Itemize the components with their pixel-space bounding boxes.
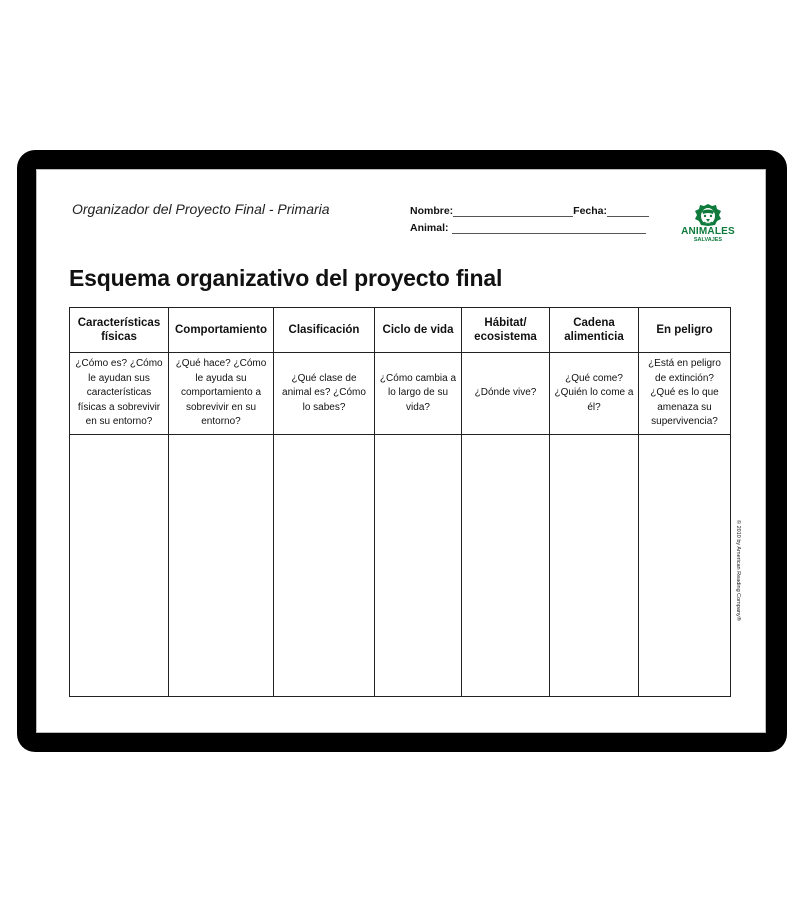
column-header: Clasificación bbox=[274, 308, 375, 353]
answer-cell[interactable] bbox=[375, 435, 462, 697]
column-header: Hábitat/ ecosistema bbox=[462, 308, 550, 353]
student-info-fields bbox=[410, 200, 649, 234]
lion-head-icon bbox=[693, 203, 723, 227]
name-date-row bbox=[410, 200, 649, 217]
answer-row bbox=[70, 435, 731, 697]
guiding-question: ¿Qué hace? ¿Cómo le ayuda su comportamiento a sobrevivir en su entorno? bbox=[169, 353, 274, 435]
column-header: Cadena alimenticia bbox=[550, 308, 639, 353]
column-header: Ciclo de vida bbox=[375, 308, 462, 353]
animal-field[interactable] bbox=[452, 223, 646, 234]
animal-row bbox=[410, 217, 649, 234]
date-field[interactable] bbox=[607, 206, 649, 217]
animal-label: Animal: bbox=[410, 222, 449, 234]
answer-cell[interactable] bbox=[462, 435, 550, 697]
header-row bbox=[70, 308, 731, 353]
copyright-notice bbox=[733, 520, 741, 650]
column-header: En peligro bbox=[639, 308, 731, 353]
page-title: Esquema organizativo del proyecto final bbox=[69, 265, 503, 291]
guiding-question: ¿Dónde vive? bbox=[462, 353, 550, 435]
column-header: Características físicas bbox=[70, 308, 169, 353]
question-row bbox=[70, 353, 731, 435]
answer-cell[interactable] bbox=[274, 435, 375, 697]
copyright-text: © 2010 by American Reading Company® bbox=[735, 520, 741, 621]
date-label: Fecha: bbox=[573, 205, 608, 217]
organizer-table bbox=[69, 307, 731, 697]
guiding-question: ¿Está en peligro de extinción? ¿Qué es lo que amenaza su supervivencia? bbox=[639, 353, 731, 435]
guiding-question: ¿Cómo cambia a lo largo de su vida? bbox=[375, 353, 462, 435]
answer-cell[interactable] bbox=[550, 435, 639, 697]
name-label: Nombre: bbox=[410, 205, 454, 217]
guiding-question: ¿Cómo es? ¿Cómo le ayudan sus características físicas a sobrevivir en su entorno? bbox=[70, 353, 169, 435]
answer-cell[interactable] bbox=[639, 435, 731, 697]
logo-text-salvajes: SALVAJES bbox=[693, 237, 723, 243]
animales-salvajes-logo bbox=[680, 203, 736, 244]
column-header: Comportamiento bbox=[169, 308, 274, 353]
answer-cell[interactable] bbox=[70, 435, 169, 697]
name-field[interactable] bbox=[453, 206, 573, 217]
logo-text-animales: ANIMALES bbox=[681, 226, 735, 237]
guiding-question: ¿Qué clase de animal es? ¿Cómo lo sabes? bbox=[274, 353, 375, 435]
worksheet-subtitle: Organizador del Proyecto Final - Primaria bbox=[72, 201, 330, 217]
answer-cell[interactable] bbox=[169, 435, 274, 697]
guiding-question: ¿Qué come? ¿Quién lo come a él? bbox=[550, 353, 639, 435]
